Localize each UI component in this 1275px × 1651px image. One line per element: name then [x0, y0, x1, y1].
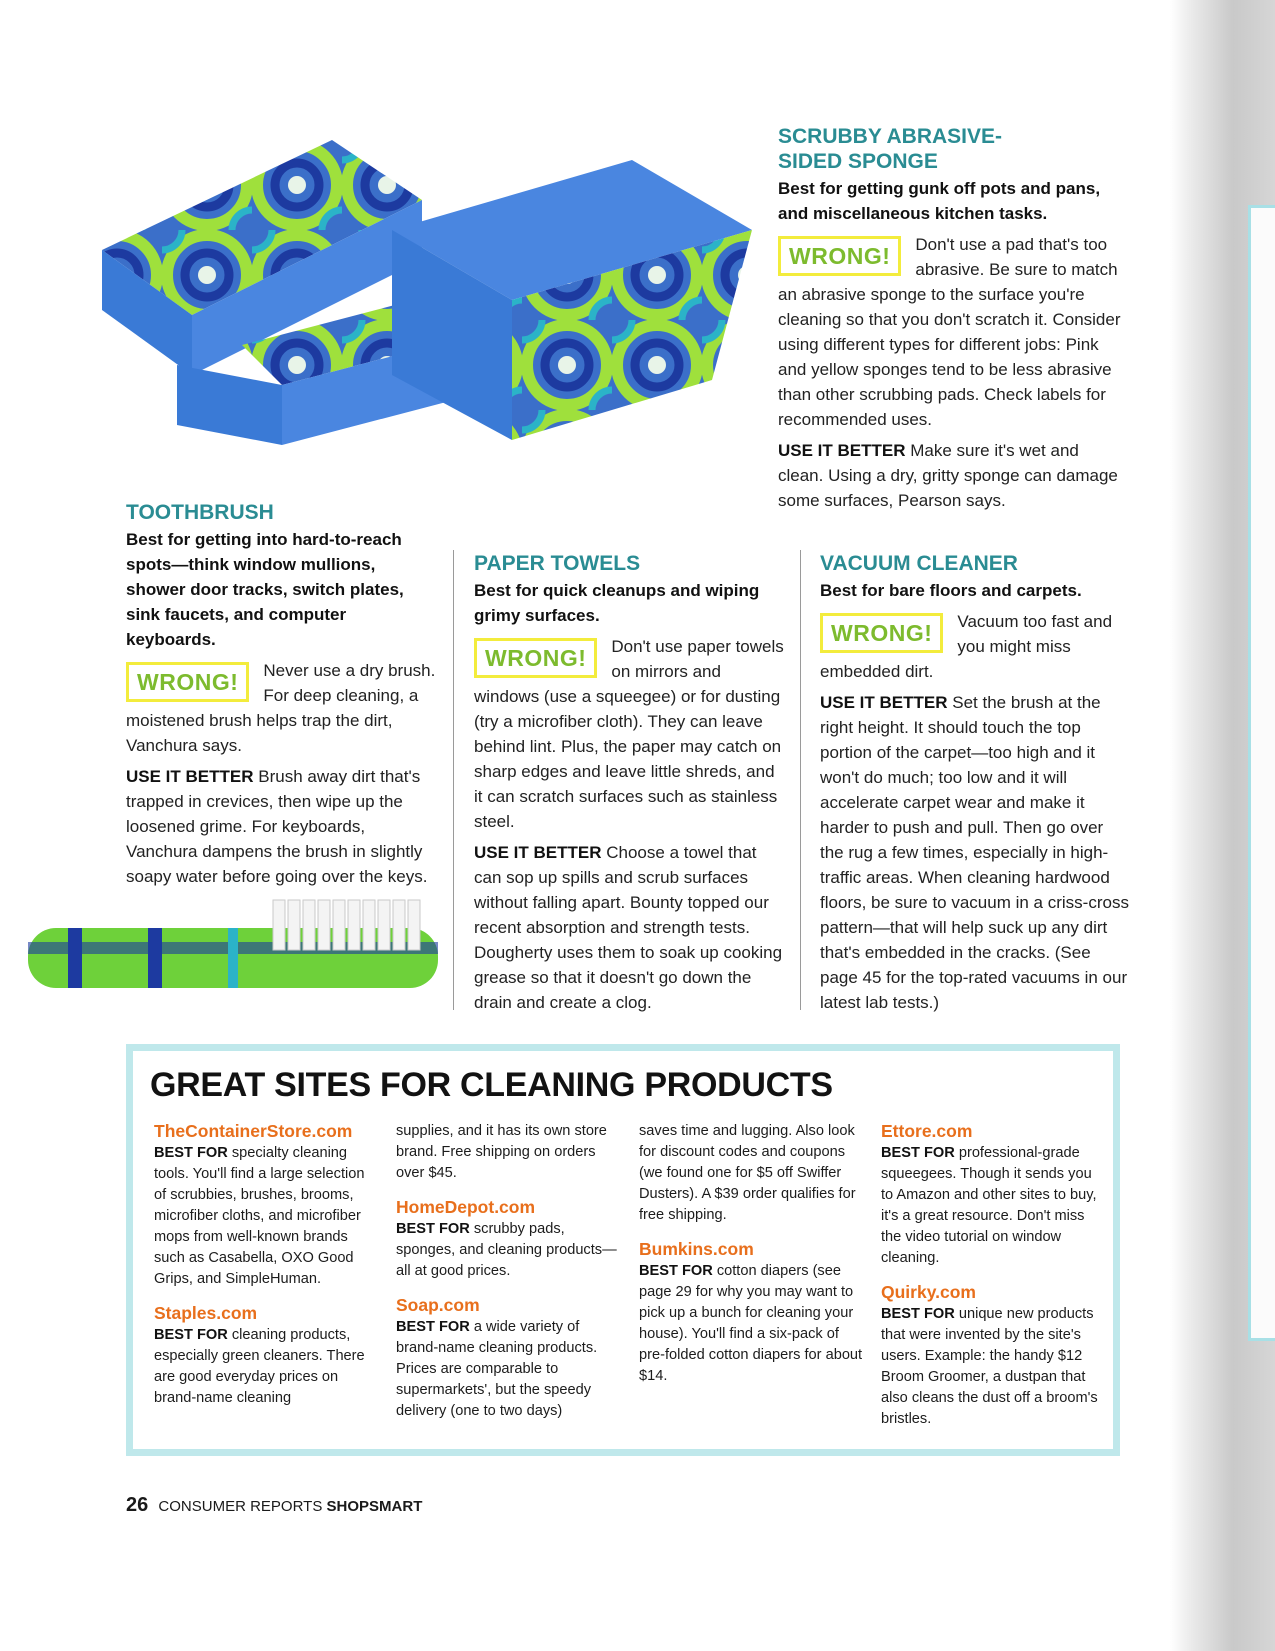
site-description — [881, 1143, 1106, 1269]
vacuum-section — [820, 551, 1130, 1021]
column-divider — [453, 550, 454, 1010]
sponges-illustration — [72, 140, 762, 470]
use-it-better-label: USE IT BETTER — [820, 693, 948, 712]
vacuum-heading: VACUUM CLEANER — [820, 552, 1018, 575]
paper-towels-tip-paragraph — [474, 840, 784, 1015]
site-text: professional-grade squeegees. Though it sends you to Amazon and other sites to buy, it's a great resource. Don't miss the video tutorial on window cleaning. — [881, 1145, 1097, 1266]
best-for-label: BEST FOR — [396, 1319, 470, 1335]
vacuum-wrong-text: Vacuum too fast and you might miss embedded dirt. — [820, 612, 1113, 681]
paper-towels-tip-text: Choose a towel that can sop up spills and scrub surfaces without falling apart. Bounty topped our recent absorption and strength tests. Dougherty uses them to soak up cooking grease so that it doesn't go down the drain and create a clog. — [474, 843, 783, 1012]
vacuum-best-for: Best for bare floors and carpets. — [820, 581, 1082, 600]
site-text: specialty cleaning tools. You'll find a large selection of scrubbies, brushes, brooms, microfiber cloths, and microfiber mops from well-known brands such as Casabella, OXO Good Grips, and SimpleHuman. — [154, 1145, 365, 1287]
page-footer — [126, 1494, 422, 1517]
best-for-label: BEST FOR — [639, 1263, 713, 1279]
scrubby-section — [778, 124, 1123, 519]
site-name-homedepot[interactable]: HomeDepot.com — [396, 1197, 536, 1217]
best-for-label: BEST FOR — [154, 1327, 228, 1343]
toothbrush-heading: TOOTHBRUSH — [126, 501, 274, 524]
wrong-badge: WRONG! — [820, 613, 943, 653]
best-for-label: BEST FOR — [881, 1145, 955, 1161]
page-number: 26 — [126, 1494, 149, 1516]
best-for-label: BEST FOR — [396, 1221, 470, 1237]
site-text: unique new products that were invented by the site's users. Example: the handy $12 Broom Groomer, a dustpan that also cleans the dust off a broom's bristles. — [881, 1306, 1098, 1427]
scrubby-heading: SCRUBBY ABRASIVE- SIDED SPONGE — [778, 125, 1003, 173]
wrong-badge: WRONG! — [474, 638, 597, 678]
use-it-better-label: USE IT BETTER — [474, 843, 602, 862]
toothbrush-tip-paragraph — [126, 764, 436, 889]
site-name-bumkins[interactable]: Bumkins.com — [639, 1239, 754, 1259]
toothbrush-best-for: Best for getting into hard-to-reach spots—think window mullions, shower door tracks, switch plates, sink faucets, and computer keyboards. — [126, 530, 404, 649]
magazine-name: SHOPSMART — [326, 1498, 423, 1515]
site-name-containerstore[interactable]: TheContainerStore.com — [154, 1121, 353, 1141]
toothbrush-section — [126, 500, 436, 895]
vacuum-tip-paragraph — [820, 690, 1130, 1015]
site-text: scrubby pads, sponges, and cleaning products—all at good prices. — [396, 1221, 617, 1279]
site-text: cotton diapers (see page 29 for why you may want to pick up a bunch for cleaning your house). You'll find a six-pack of pre-folded cotton diapers for about $14. — [639, 1263, 863, 1384]
paper-towels-best-for: Best for quick cleanups and wiping grimy surfaces. — [474, 581, 760, 625]
sites-column-4 — [881, 1120, 1106, 1442]
vacuum-tip-text: Set the brush at the right height. It should touch the top portion of the carpet—too high and it won't do much; too low and it will accelerate carpet wear and make it harder to push and pull. Then go over the rug a few times, especially in high-traffic areas. When cleaning hardwood floors, be sure to vacuum in a criss-cross pattern—that will help suck up any dirt that's embedded in the cracks. (See page 45 for the top-rated vacuums in our latest lab tests.) — [820, 693, 1129, 1012]
toothbrush-wrong-paragraph — [126, 658, 436, 758]
use-it-better-label: USE IT BETTER — [778, 441, 906, 460]
paper-towels-wrong-text: Don't use paper towels on mirrors and windows (use a squeegee) or for dusting (try a microfiber cloth). They can leave behind lint. Plus, the paper may catch on sharp edges and leave little shreds, and it can scratch surfaces such as stainless steel. — [474, 637, 784, 831]
site-description — [154, 1325, 379, 1409]
site-description — [396, 1219, 621, 1282]
scrubby-best-for: Best for getting gunk off pots and pans, and miscellaneous kitchen tasks. — [778, 179, 1101, 223]
site-name-soap[interactable]: Soap.com — [396, 1295, 480, 1315]
site-text: cleaning products, especially green cleaners. There are good everyday prices on brand-name cleaning — [154, 1327, 365, 1406]
publication-name: CONSUMER REPORTS — [158, 1498, 323, 1515]
vacuum-wrong-paragraph — [820, 609, 1130, 684]
site-description — [639, 1261, 864, 1387]
paper-towels-heading: PAPER TOWELS — [474, 552, 641, 575]
sites-column-3 — [639, 1121, 864, 1399]
scrubby-wrong-text: Don't use a pad that's too abrasive. Be sure to match an abrasive sponge to the surface you're cleaning so that you don't scratch it. Consider using different types for different jobs: Pink and yellow sponges tend to be less abrasive than other scrubbing pads. Check labels for recommended uses. — [778, 235, 1121, 429]
adjacent-page-edge — [1248, 205, 1275, 1341]
paper-towels-section — [474, 551, 784, 1021]
site-continued-text: supplies, and it has its own store brand. Free shipping on orders over $45. — [396, 1123, 607, 1181]
wrong-badge: WRONG! — [778, 236, 901, 276]
site-text: a wide variety of brand-name cleaning products. Prices are comparable to supermarkets', but the speedy delivery (one to two days) — [396, 1319, 598, 1419]
scrubby-wrong-paragraph — [778, 232, 1123, 432]
site-name-ettore[interactable]: Ettore.com — [881, 1121, 973, 1141]
site-description — [881, 1304, 1106, 1430]
site-continued-text: saves time and lugging. Also look for discount codes and coupons (we found one for $5 off Swiffer Dusters). A $39 order qualifies for free shipping. — [639, 1123, 856, 1223]
use-it-better-label: USE IT BETTER — [126, 767, 254, 786]
paper-towels-wrong-paragraph — [474, 634, 784, 834]
great-sites-title: GREAT SITES FOR CLEANING PRODUCTS — [150, 1066, 833, 1104]
sponge-front-right — [392, 160, 752, 440]
scrubby-tip-text: Make sure it's wet and clean. Using a dry, gritty sponge can damage some surfaces, Pearson says. — [778, 441, 1118, 510]
best-for-label: BEST FOR — [154, 1145, 228, 1161]
scrubby-tip-paragraph — [778, 438, 1123, 513]
toothbrush-tip-text: Brush away dirt that's trapped in crevices, then wipe up the loosened grime. For keyboards, Vanchura dampens the brush in slightly soapy water before going over the keys. — [126, 767, 428, 886]
site-name-quirky[interactable]: Quirky.com — [881, 1282, 976, 1302]
wrong-badge: WRONG! — [126, 662, 249, 702]
site-name-staples[interactable]: Staples.com — [154, 1303, 258, 1323]
sites-column-1 — [154, 1120, 379, 1421]
toothbrush-illustration — [28, 898, 438, 1008]
site-description — [396, 1317, 621, 1422]
column-divider — [800, 550, 801, 1010]
toothbrush-wrong-text: Never use a dry brush. For deep cleaning, a moistened brush helps trap the dirt, Vanchura says. — [126, 661, 436, 755]
site-description — [154, 1143, 379, 1290]
best-for-label: BEST FOR — [881, 1306, 955, 1322]
sites-column-2 — [396, 1121, 621, 1434]
